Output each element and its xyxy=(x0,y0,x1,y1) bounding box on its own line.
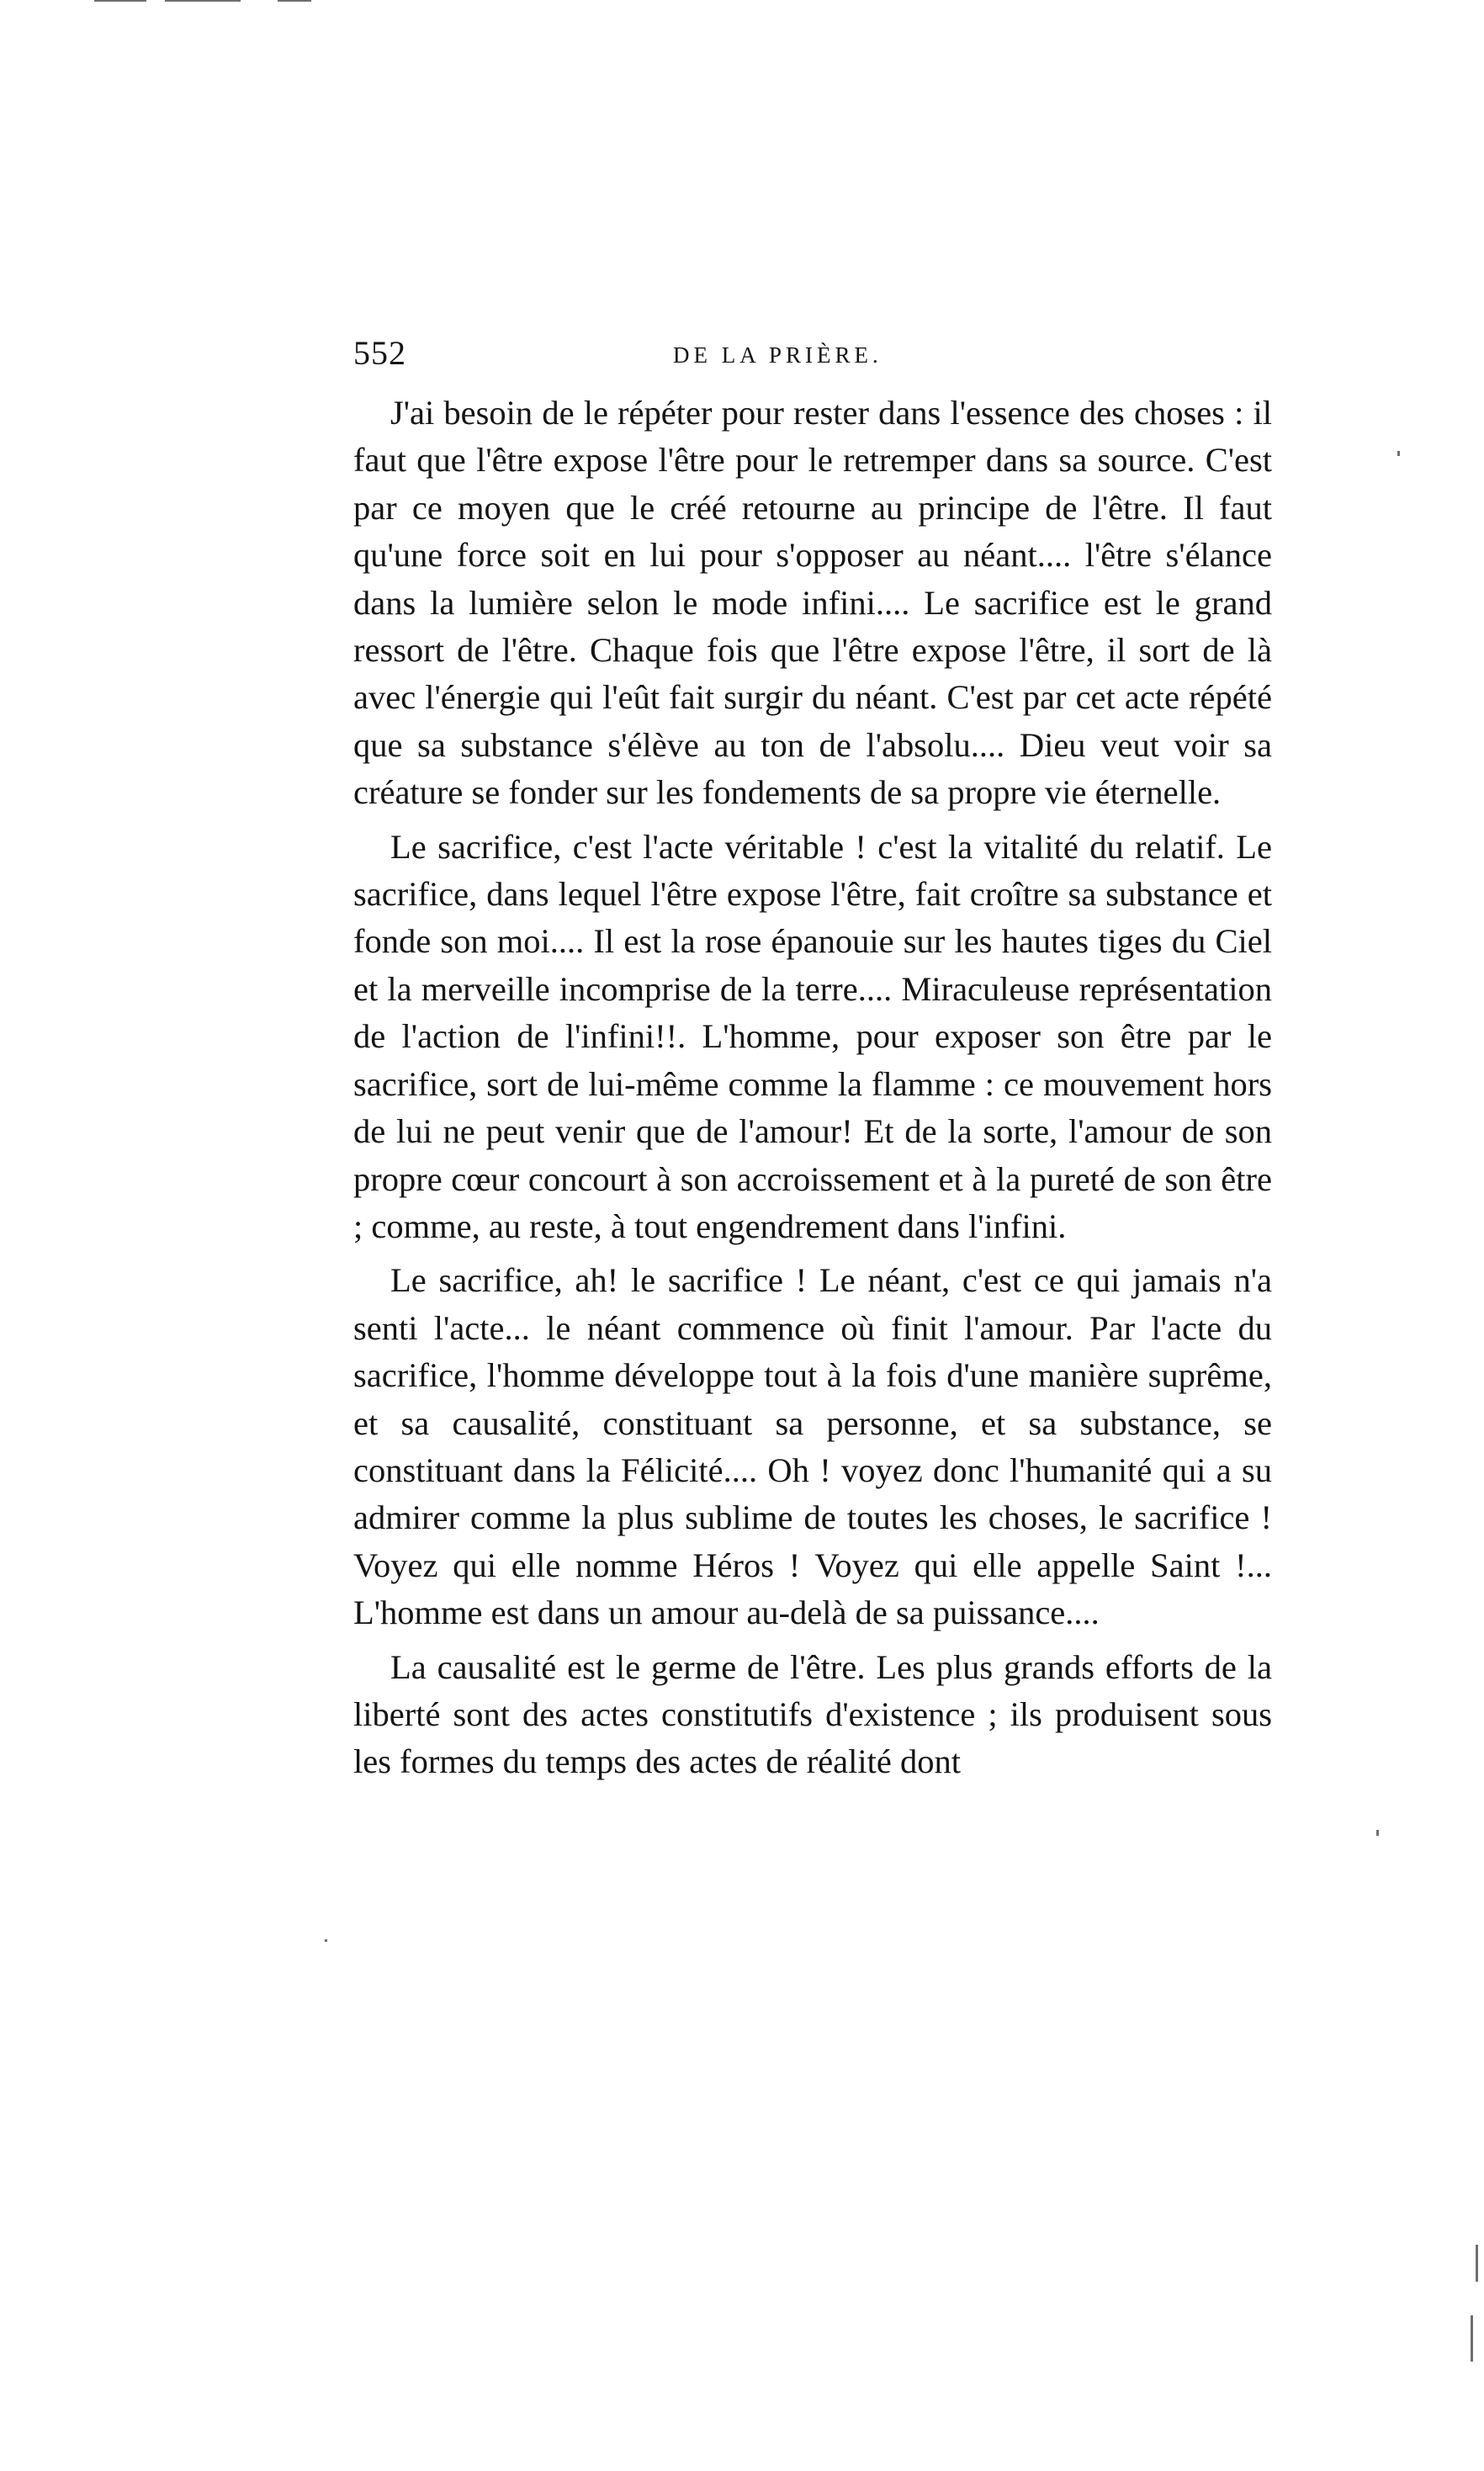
page-number: 552 xyxy=(353,334,406,372)
scan-artifact xyxy=(1476,2245,1478,2282)
scan-artifact xyxy=(94,0,146,2)
body-text xyxy=(353,390,1272,1786)
scan-artifact xyxy=(1376,1830,1379,1836)
paragraph: La causalité est le germe de l'être. Les plus grands efforts de la liberté sont des actes constitutifs d'existence ; ils produisent sous les formes du temps des actes de réalité dont xyxy=(353,1647,1272,1781)
paragraph: Le sacrifice, c'est l'acte véritable ! c'est la vitalité du relatif. Le sacrifice, dans lequel l'être expose l'être, fait croître sa substance et fonde son moi.... Il est la rose épanouie sur les hautes tiges du Ciel et la merveille incomprise de la terre.... Miraculeuse représentation de l'action de l'infini!!. L'homme, pour exposer son être par le sacrifice, sort de lui-même comme la flamme : ce mouvement hors de lui ne peut venir que de l'amour! Et de la sorte, l'amour de son propre cœur concourt à son accroissement et à la pureté de son être ; comme, au reste, à tout engendrement dans l'infini. xyxy=(353,827,1272,1245)
page-header xyxy=(353,332,1272,374)
scan-artifact xyxy=(165,0,241,2)
scan-artifact xyxy=(1397,451,1400,456)
paragraph: J'ai besoin de le répéter pour rester dans l'essence des choses : il faut que l'être expose l'être pour le retremper dans sa source. C'est par ce moyen que le créé retourne au principe de l'être. Il faut qu'une force soit en lui pour s'opposer au néant.... l'être s'élance dans la lumière selon le mode infini.... Le sacrifice est le grand ressort de l'être. Chaque fois que l'être expose l'être, il sort de là avec l'énergie qui l'eût fait surgir du néant. C'est par cet acte répété que sa substance s'élève au ton de l'absolu.... Dieu veut voir sa créature se fonder sur les fondements de sa propre vie éternelle. xyxy=(353,394,1272,812)
running-title: DE LA PRIÈRE. xyxy=(673,342,882,368)
scan-artifact xyxy=(1471,2315,1473,2362)
paragraph: Le sacrifice, ah! le sacrifice ! Le néant, c'est ce qui jamais n'a senti l'acte... le néant commence où finit l'amour. Par l'acte du sacrifice, l'homme développe tout à la fois d'une manière suprême, et sa causalité, constituant sa personne, et sa substance, se constituant dans la Félicité.... Oh ! voyez donc l'humanité qui a su admirer comme la plus sublime de toutes les choses, le sacrifice ! Voyez qui elle nomme Héros ! Voyez qui elle appelle Saint !... L'homme est dans un amour au-delà de sa puissance.... xyxy=(353,1261,1272,1632)
scan-artifact xyxy=(325,1939,327,1942)
scan-artifact xyxy=(278,0,311,2)
